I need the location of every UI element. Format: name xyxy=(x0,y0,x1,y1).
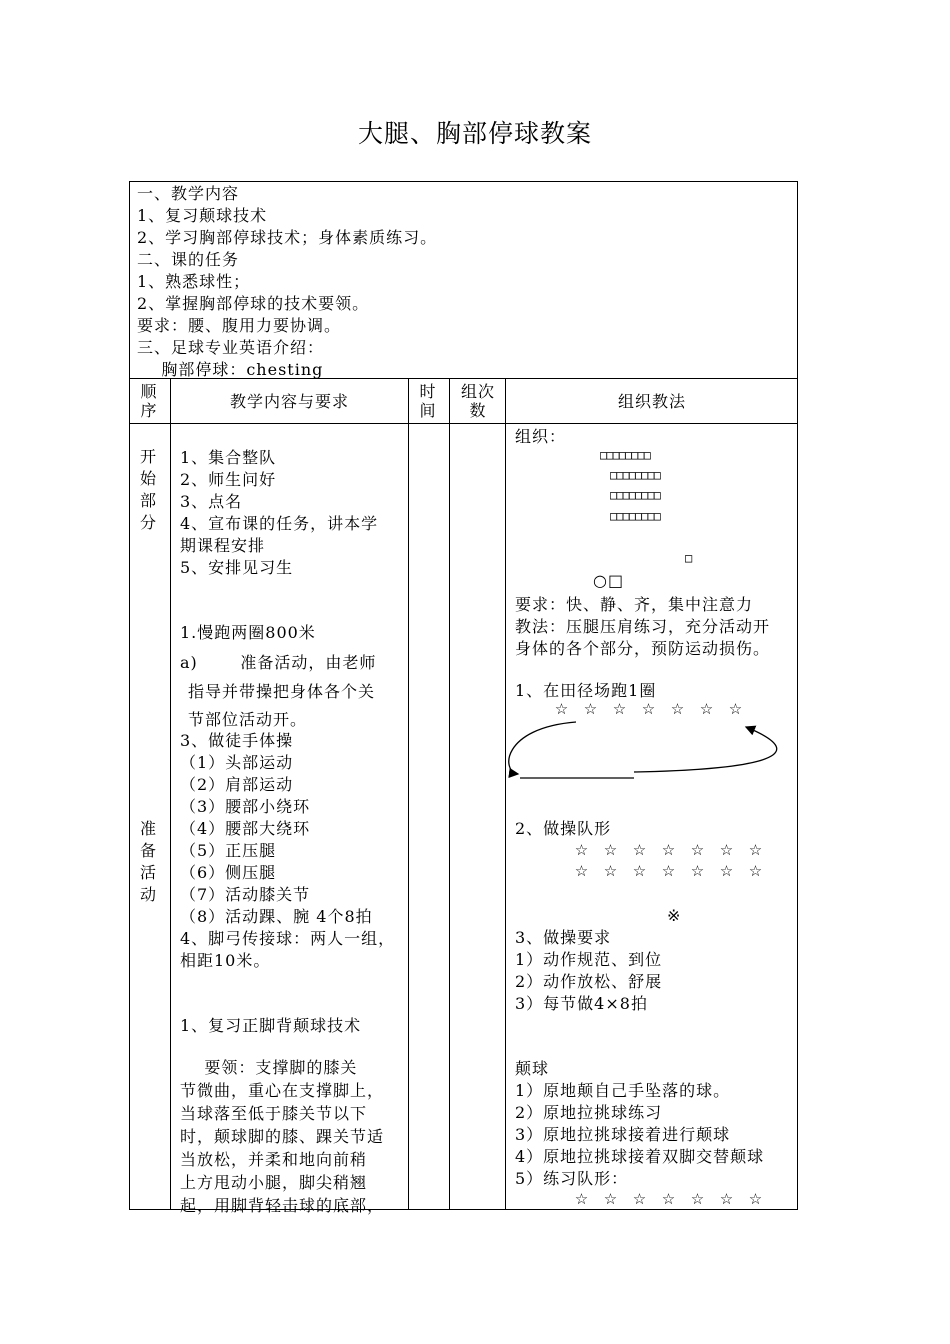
drill-label: 2、做操队形 xyxy=(515,819,612,838)
star-icon: ☆ xyxy=(574,841,589,859)
list-item: 4、脚弓传接球：两人一组， xyxy=(180,929,396,948)
intro-line: 2、掌握胸部停球的技术要领。 xyxy=(137,294,370,313)
list-item: 5、安排见习生 xyxy=(180,558,294,577)
list-item: 3）每节做4×8拍 xyxy=(515,994,648,1013)
header-method: 组织教法 xyxy=(617,392,686,411)
track-arc-left xyxy=(509,722,576,774)
drill-requirements xyxy=(515,927,662,1015)
essentials-block xyxy=(180,1056,384,1217)
star-icon: ☆ xyxy=(612,700,627,718)
list-item: 1）原地颠自己手坠落的球。 xyxy=(515,1081,731,1100)
requirements-block xyxy=(515,594,770,660)
essentials-line: 起，用脚背轻击球的底部， xyxy=(180,1196,385,1215)
start-items xyxy=(180,447,378,579)
review-item: 1、复习正脚背颠球技术 xyxy=(180,1016,362,1035)
intro-line: 1、复习颠球技术 xyxy=(137,206,268,225)
list-item: 相距10米。 xyxy=(180,951,271,970)
star-icon: ☆ xyxy=(728,700,743,718)
star-icon: ☆ xyxy=(574,862,589,880)
running-track-diagram xyxy=(506,712,798,792)
list-item: 3、做操要求 xyxy=(515,928,612,947)
drill-stars-row-2 xyxy=(567,862,770,880)
section-prep: 准备活动 xyxy=(139,819,156,904)
list-item: 4、宣布课的任务，讲本学 xyxy=(180,514,379,533)
star-icon: ☆ xyxy=(632,841,647,859)
intro-line: 1、熟悉球性； xyxy=(137,272,251,291)
star-icon: ☆ xyxy=(748,1190,763,1208)
list-item: 1）动作规范、到位 xyxy=(515,950,663,969)
list-item: 3、点名 xyxy=(180,492,243,511)
req-line: 身体的各个部分，预防运动损伤。 xyxy=(515,639,771,658)
intro-line: 一、教学内容 xyxy=(137,184,240,203)
col-divider-3 xyxy=(449,378,450,1210)
star-icon: ☆ xyxy=(719,841,734,859)
star-icon: ☆ xyxy=(719,862,734,880)
intro-line: 三、足球专业英语介绍： xyxy=(137,338,325,357)
list-item: 3、做徒手体操 xyxy=(180,731,294,750)
star-icon: ☆ xyxy=(661,862,676,880)
list-item: 2、师生问好 xyxy=(180,470,277,489)
req-line: 要求：快、静、齐，集中注意力 xyxy=(515,595,754,614)
intro-block xyxy=(137,183,437,381)
list-item: 4）原地拉挑球接着双脚交替颠球 xyxy=(515,1147,765,1166)
list-item: （8）活动踝、腕 4个8拍 xyxy=(180,907,373,926)
header-bottom-border xyxy=(129,423,798,424)
list-item: 2）动作放松、舒展 xyxy=(515,972,663,991)
list-item: （7）活动膝关节 xyxy=(180,885,311,904)
org-label: 组织： xyxy=(515,427,567,446)
list-item: （5）正压腿 xyxy=(180,841,277,860)
calisthenics-list xyxy=(180,730,395,972)
intro-line: 要求：腰、腹用力要协调。 xyxy=(137,316,342,335)
essentials-line: 当球落至低于膝关节以下 xyxy=(180,1104,368,1123)
star-icon: ☆ xyxy=(603,841,618,859)
star-icon: ☆ xyxy=(690,1190,705,1208)
star-icon: ☆ xyxy=(699,700,714,718)
star-icon: ☆ xyxy=(719,1190,734,1208)
star-icon: ☆ xyxy=(632,862,647,880)
list-item: 颠球 xyxy=(515,1059,550,1078)
star-icon: ☆ xyxy=(632,1190,647,1208)
star-icon: ☆ xyxy=(583,700,598,718)
star-icon: ☆ xyxy=(690,862,705,880)
req-line: 教法：压腿压肩练习，充分活动开 xyxy=(515,617,771,636)
essentials-line: 当放松，并柔和地向前稍 xyxy=(180,1150,368,1169)
jog-item: 1.慢跑两圈800米 xyxy=(180,623,316,642)
star-icon: ☆ xyxy=(603,1190,618,1208)
col-divider-4 xyxy=(505,378,506,1210)
star-icon: ☆ xyxy=(661,1190,676,1208)
list-item: 1、集合整队 xyxy=(180,448,277,467)
list-item: 2）原地拉挑球练习 xyxy=(515,1103,663,1122)
warmup-line: a) 准备活动，由老师 xyxy=(180,653,377,672)
page-title: 大腿、胸部停球教案 xyxy=(357,119,592,148)
drill-stars-row-1 xyxy=(567,841,770,859)
circle-mark: ○□ xyxy=(593,571,625,590)
essentials-line: 要领：支撑脚的膝关 xyxy=(180,1058,358,1077)
star-icon: ☆ xyxy=(748,841,763,859)
run-label: 1、在田径场跑1圈 xyxy=(515,681,657,700)
juggle-stars xyxy=(567,1190,770,1208)
essentials-line: 时，颠球脚的膝、踝关节适 xyxy=(180,1127,385,1146)
teacher-symbol: ※ xyxy=(667,906,682,925)
star-icon: ☆ xyxy=(554,700,569,718)
track-arc-right xyxy=(634,727,777,772)
warmup-line: 节部位活动开。 xyxy=(188,710,308,729)
list-item: 期课程安排 xyxy=(180,536,266,555)
star-icon: ☆ xyxy=(574,1190,589,1208)
intro-line: 二、课的任务 xyxy=(137,250,240,269)
intro-line: 胸部停球：chesting xyxy=(137,360,324,379)
col-divider-2 xyxy=(408,378,409,1210)
list-item: （4）腰部大绕环 xyxy=(180,819,311,838)
star-icon: ☆ xyxy=(690,841,705,859)
formation-row: □□□□□□□□ xyxy=(600,448,650,462)
formation-row: □□□□□□□□ xyxy=(610,468,660,482)
star-icon: ☆ xyxy=(603,862,618,880)
list-item: （2）肩部运动 xyxy=(180,775,294,794)
formation-row: □□□□□□□□ xyxy=(610,509,660,523)
list-item: （3）腰部小绕环 xyxy=(180,797,311,816)
star-icon: ☆ xyxy=(641,700,656,718)
section-start: 开始部分 xyxy=(139,447,156,532)
essentials-line: 节微曲，重心在支撑脚上， xyxy=(180,1081,385,1100)
formation-row: □□□□□□□□ xyxy=(610,488,660,502)
header-content: 教学内容与要求 xyxy=(229,392,349,411)
star-icon: ☆ xyxy=(661,841,676,859)
list-item: 3）原地拉挑球接着进行颠球 xyxy=(515,1125,731,1144)
star-icon: ☆ xyxy=(670,700,685,718)
teacher-mark: □ xyxy=(685,551,692,565)
list-item: 5）练习队形： xyxy=(515,1169,629,1188)
essentials-line: 上方甩动小腿，脚尖稍翘 xyxy=(180,1173,368,1192)
star-icon: ☆ xyxy=(748,862,763,880)
list-item: （1）头部运动 xyxy=(180,753,294,772)
col-divider-1 xyxy=(170,378,171,1210)
list-item: （6）侧压腿 xyxy=(180,863,277,882)
header-order: 顺序 xyxy=(140,382,158,420)
juggling-block xyxy=(515,1058,764,1190)
intro-line: 2、学习胸部停球技术；身体素质练习。 xyxy=(137,228,438,247)
warmup-line: 指导并带操把身体各个关 xyxy=(188,682,376,701)
header-groups: 组次数 xyxy=(460,382,495,420)
header-time: 时间 xyxy=(419,382,437,420)
